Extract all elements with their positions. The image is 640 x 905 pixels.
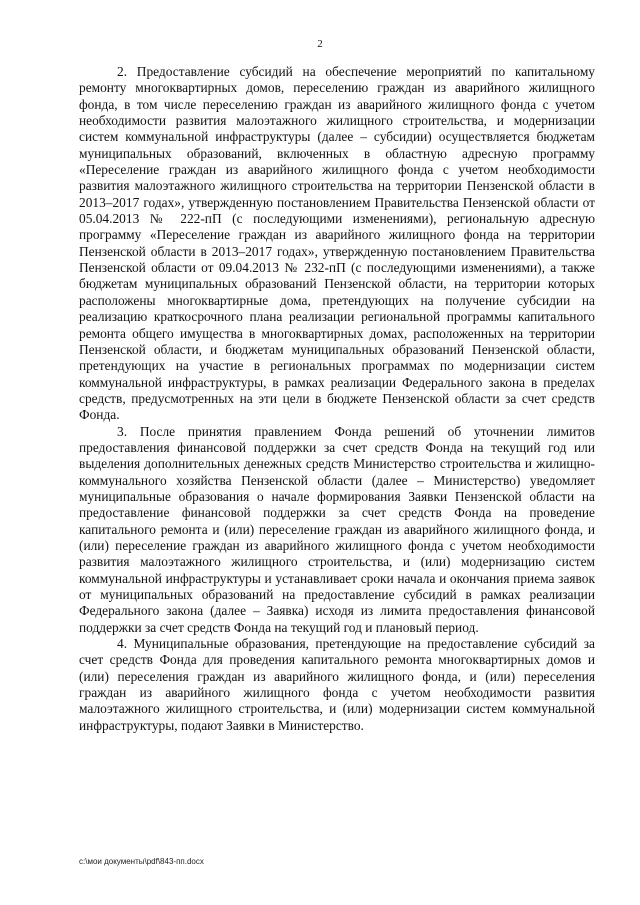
footer-file-path: c:\мои документы\pdf\843-пп.docx — [79, 857, 204, 866]
page-number: 2 — [317, 38, 323, 50]
paragraph-2: 2. Предоставление субсидий на обеспечение мероприятий по капитальному ремонту многоквартирных домов, переселению граждан из аварийного жилищного фонда, в том числе переселению граждан из аварийного жилищного фонда с учетом необходимости развития малоэтажного жилищного строительства, и модернизации систем коммунальной инфраструктуры (далее – субсидии) осуществляется бюджетам муниципальных образований, включенных в областную адресную программу «Переселение граждан из аварийного жилищного фонда с учетом необходимости развития малоэтажного жилищного строительства на территории Пензенской области в 2013–2017 годах», утвержденную постановлением Правительства Пензенской области от 05.04.2013 № 222-пП (с последующими изменениями), региональную адресную программу «Переселение граждан из аварийного жилищного фонда на территории Пензенской области в 2013–2017 годах», утвержденную постановлением Правительства Пензенской области от 09.04.2013 № 232-пП (с последующими изменениями), а также бюджетам муниципальных образований Пензенской области, на территории которых расположены многоквартирные дома, претендующих на получение субсидии на реализацию краткосрочного плана реализации региональной программы капитального ремонта общего имущества в многоквартирных домах, расположенных на территории Пензенской области, и бюджетам муниципальных образований Пензенской области, претендующих на участие в региональных программах по модернизации систем коммунальной инфраструктуры, в рамках реализации Федерального закона в пределах средств, предусмотренных на эти цели в бюджете Пензенской области за счет средств Фонда. — [79, 64, 595, 423]
document-body — [79, 64, 595, 734]
paragraph-4: 4. Муниципальные образования, претендующие на предоставление субсидий за счет средств Фонда для проведения капитального ремонта многоквартирных домов и (или) переселения граждан из аварийного жилищного фонда, и (или) переселения граждан из аварийного жилищного фонда с учетом необходимости развития малоэтажного жилищного строительства, и (или) модернизации систем коммунальной инфраструктуры, подают Заявки в Министерство. — [79, 636, 595, 733]
paragraph-3: 3. После принятия правлением Фонда решений об уточнении лимитов предоставления финансовой поддержки за счет средств Фонда на текущий год или выделения дополнительных денежных средств Министерство строительства и жилищно-коммунального хозяйства Пензенской области (далее – Министерство) уведомляет муниципальные образования о начале формирования Заявки Пензенской области на предоставление финансовой поддержки за счет средств Фонда на проведение капитального ремонта и (или) переселение граждан из аварийного жилищного фонда, и (или) переселение граждан из аварийного жилищного фонда с учетом необходимости развития малоэтажного жилищного строительства, и (или) модернизацию систем коммунальной инфраструктуры и устанавливает сроки начала и окончания приема заявок от муниципальных образований на предоставление субсидий в рамках реализации Федерального закона (далее – Заявка) исходя из лимита предоставления финансовой поддержки за счет средств Фонда на текущий год и плановый период. — [79, 423, 595, 635]
